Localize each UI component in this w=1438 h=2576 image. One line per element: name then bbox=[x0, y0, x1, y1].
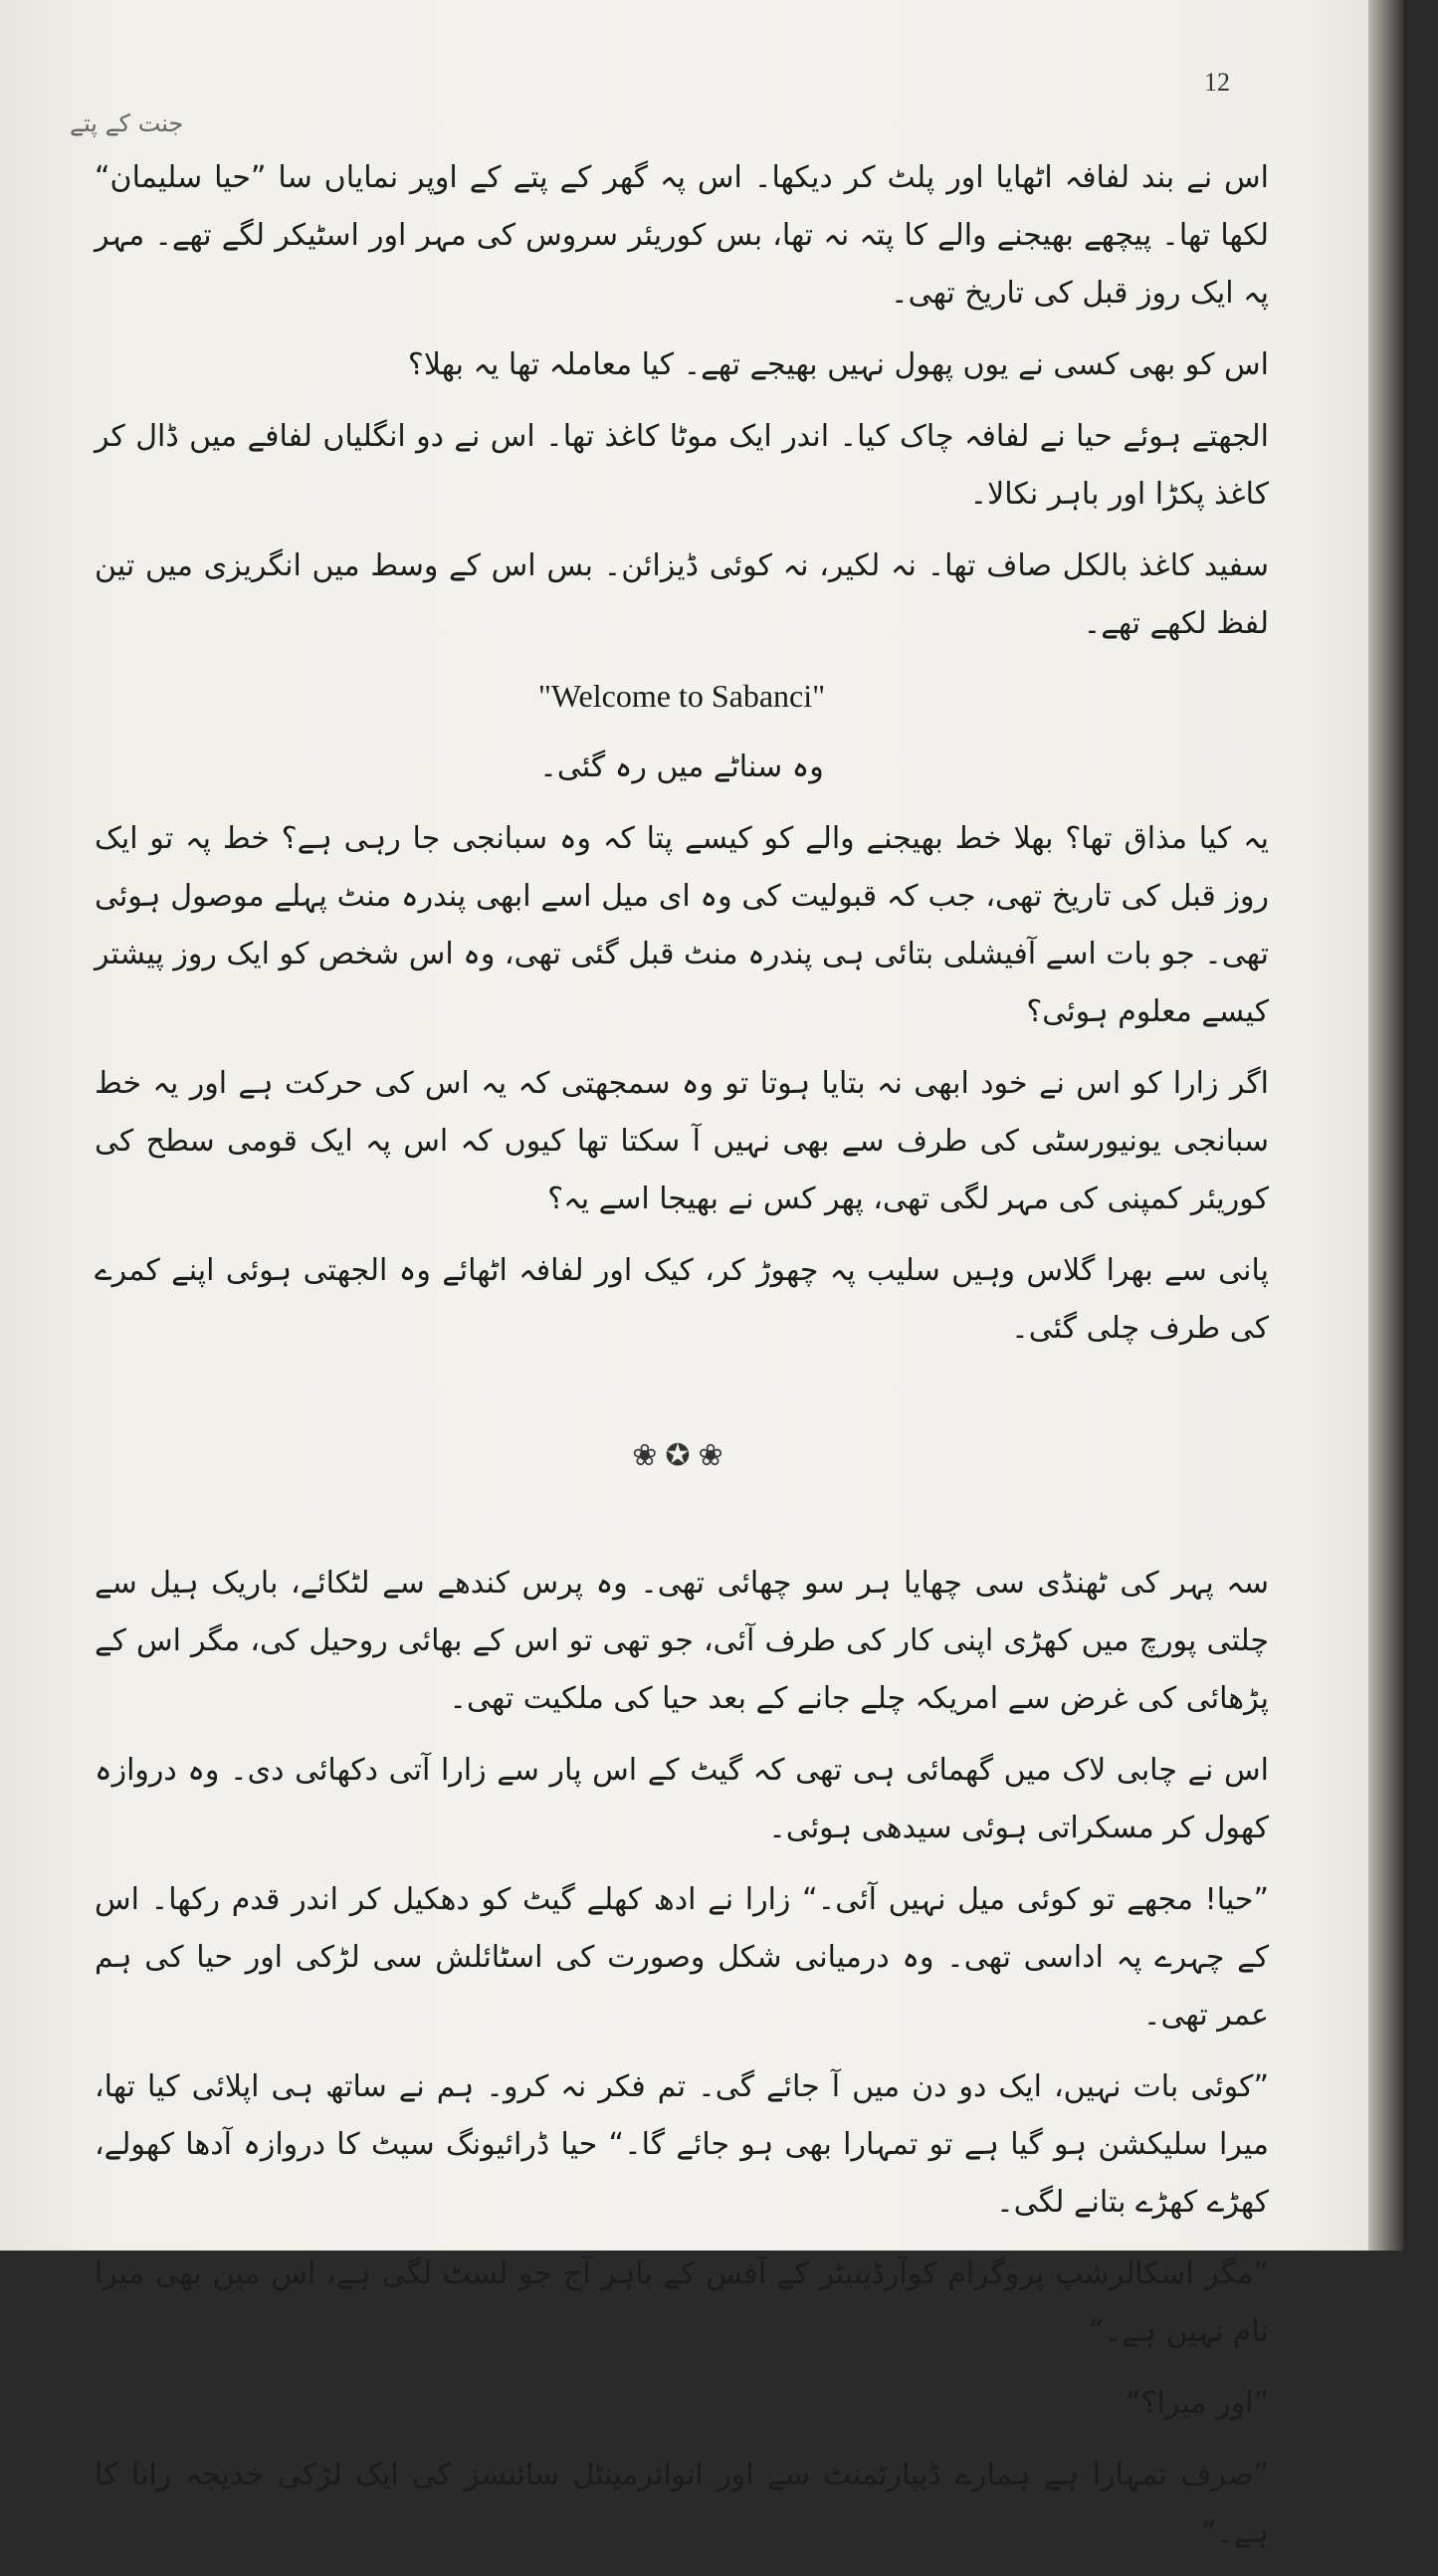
paragraph: ”اور میرا؟“ bbox=[1126, 2386, 1269, 2421]
paragraph: اس نے چابی لاک میں گھمائی ہی تھی کہ گیٹ کے اس پار سے زارا آتی دکھائی دی۔ وہ دروازہ کھول کر مسکراتی ہوئی سیدھی ہوئی۔ bbox=[95, 1753, 1269, 1845]
paragraph: سفید کاغذ بالکل صاف تھا۔ نہ لکیر، نہ کوئی ڈیزائن۔ بس اس کے وسط میں انگریزی میں تین لفظ لکھے تھے۔ bbox=[95, 548, 1269, 641]
paragraph: اس کو بھی کسی نے یوں پھول نہیں بھیجے تھے۔ کیا معاملہ تھا یہ بھلا؟ bbox=[407, 347, 1269, 382]
paragraph: سہ پہر کی ٹھنڈی سی چھایا ہر سو چھائی تھی۔ وہ پرس کندھے سے لٹکائے، باریک ہیل سے چلتی پورچ میں کھڑی اپنی کار کی طرف آئی، جو تھی تو اس کے بھائی روحیل کی، مگر اس کے پڑھائی کی غرض سے امریکہ چلے جانے کے بعد حیا کی ملکیت تھی۔ bbox=[95, 1566, 1269, 1716]
paragraph: اس نے بند لفافہ اٹھایا اور پلٹ کر دیکھا۔ اس پہ گھر کے پتے کے اوپر نمایاں سا ”حیا سلیمان“ لکھا تھا۔ پیچھے بھیجنے والے کا پتہ نہ تھا، بس کوریئر سروس کی مہر اور اسٹیکر لگے تھے۔ مہر پہ ایک روز قبل کی تاریخ تھی۔ bbox=[95, 160, 1269, 311]
paragraph: یہ کیا مذاق تھا؟ بھلا خط بھیجنے والے کو کیسے پتا کہ وہ سبانجی جا رہی ہے؟ خط پہ تو ایک روز قبل کی تاریخ تھی، جب کہ قبولیت کی وہ ای میل اسے ابھی پندرہ منٹ پہلے موصول ہوئی تھی۔ جو بات اسے آفیشلی بتائی ہی پندرہ منٹ قبل گئی تھی، وہ اس شخص کو ایک روز پیشتر کیسے معلوم ہوئی؟ bbox=[95, 821, 1269, 1029]
paragraph: ”مگر اسکالرشپ پروگرام کوآرڈینیٹر کے آفس کے باہر آج جو لسٹ لگی ہے، اس میں بھی میرا نام نہیں ہے۔“ bbox=[95, 2256, 1269, 2349]
running-head: جنت کے پتے bbox=[70, 109, 184, 137]
paragraph: ”صرف تمہارا ہے ہمارے ڈیپارٹمنٹ سے اور انوائرمینٹل سائنسز کی ایک لڑکی خدیجہ رانا کا ہے۔“ bbox=[95, 2458, 1269, 2550]
body-text bbox=[95, 149, 1269, 2576]
paragraph: پانی سے بھرا گلاس وہیں سلیب پہ چھوڑ کر، کیک اور لفافہ اٹھائے وہ الجھتی ہوئی اپنے کمرے کی طرف چلی گئی۔ bbox=[95, 1253, 1269, 1346]
english-quote: "Welcome to Sabanci" bbox=[537, 678, 826, 714]
paragraph: ”حیا! مجھے تو کوئی میل نہیں آئی۔“ زارا نے ادھ کھلے گیٹ کو دھکیل کر اندر قدم رکھا۔ اس کے چہرے پہ اداسی تھی۔ وہ درمیانی شکل وصورت کی اسٹائلش سی لڑکی اور حیا کی ہم عمر تھی۔ bbox=[95, 1882, 1269, 2033]
paragraph: اگر زارا کو اس نے خود ابھی نہ بتایا ہوتا تو وہ سمجھتی کہ یہ اس کی حرکت ہے اور یہ خط سبانجی یونیورسٹی کی طرف سے بھی نہیں آ سکتا تھا کیوں کہ اس پہ ایک قومی سطح کی کوریئر کمپنی کی مہر لگی تھی، پھر کس نے بھیجا اسے یہ؟ bbox=[95, 1066, 1269, 1216]
paragraph: الجھتے ہوئے حیا نے لفافہ چاک کیا۔ اندر ایک موٹا کاغذ تھا۔ اس نے دو انگلیاں لفافے میں ڈال کر کاغذ پکڑا اور باہر نکالا۔ bbox=[95, 419, 1269, 512]
paragraph: وہ سناٹے میں رہ گئی۔ bbox=[539, 750, 824, 784]
paragraph: ”کوئی بات نہیں، ایک دو دن میں آ جائے گی۔ تم فکر نہ کرو۔ ہم نے ساتھ ہی اپلائی کیا تھا، میرا سلیکشن ہو گیا ہے تو تمہارا بھی ہو جائے گا۔“ حیا ڈرائیونگ سیٹ کا دروازہ آدھا کھولے، کھڑے کھڑے بتانے لگی۔ bbox=[95, 2069, 1269, 2220]
section-divider-ornament: ❀✪❀ bbox=[632, 1438, 731, 1473]
page-edge-shadow bbox=[1368, 0, 1403, 2251]
page-number: 12 bbox=[1204, 68, 1230, 97]
